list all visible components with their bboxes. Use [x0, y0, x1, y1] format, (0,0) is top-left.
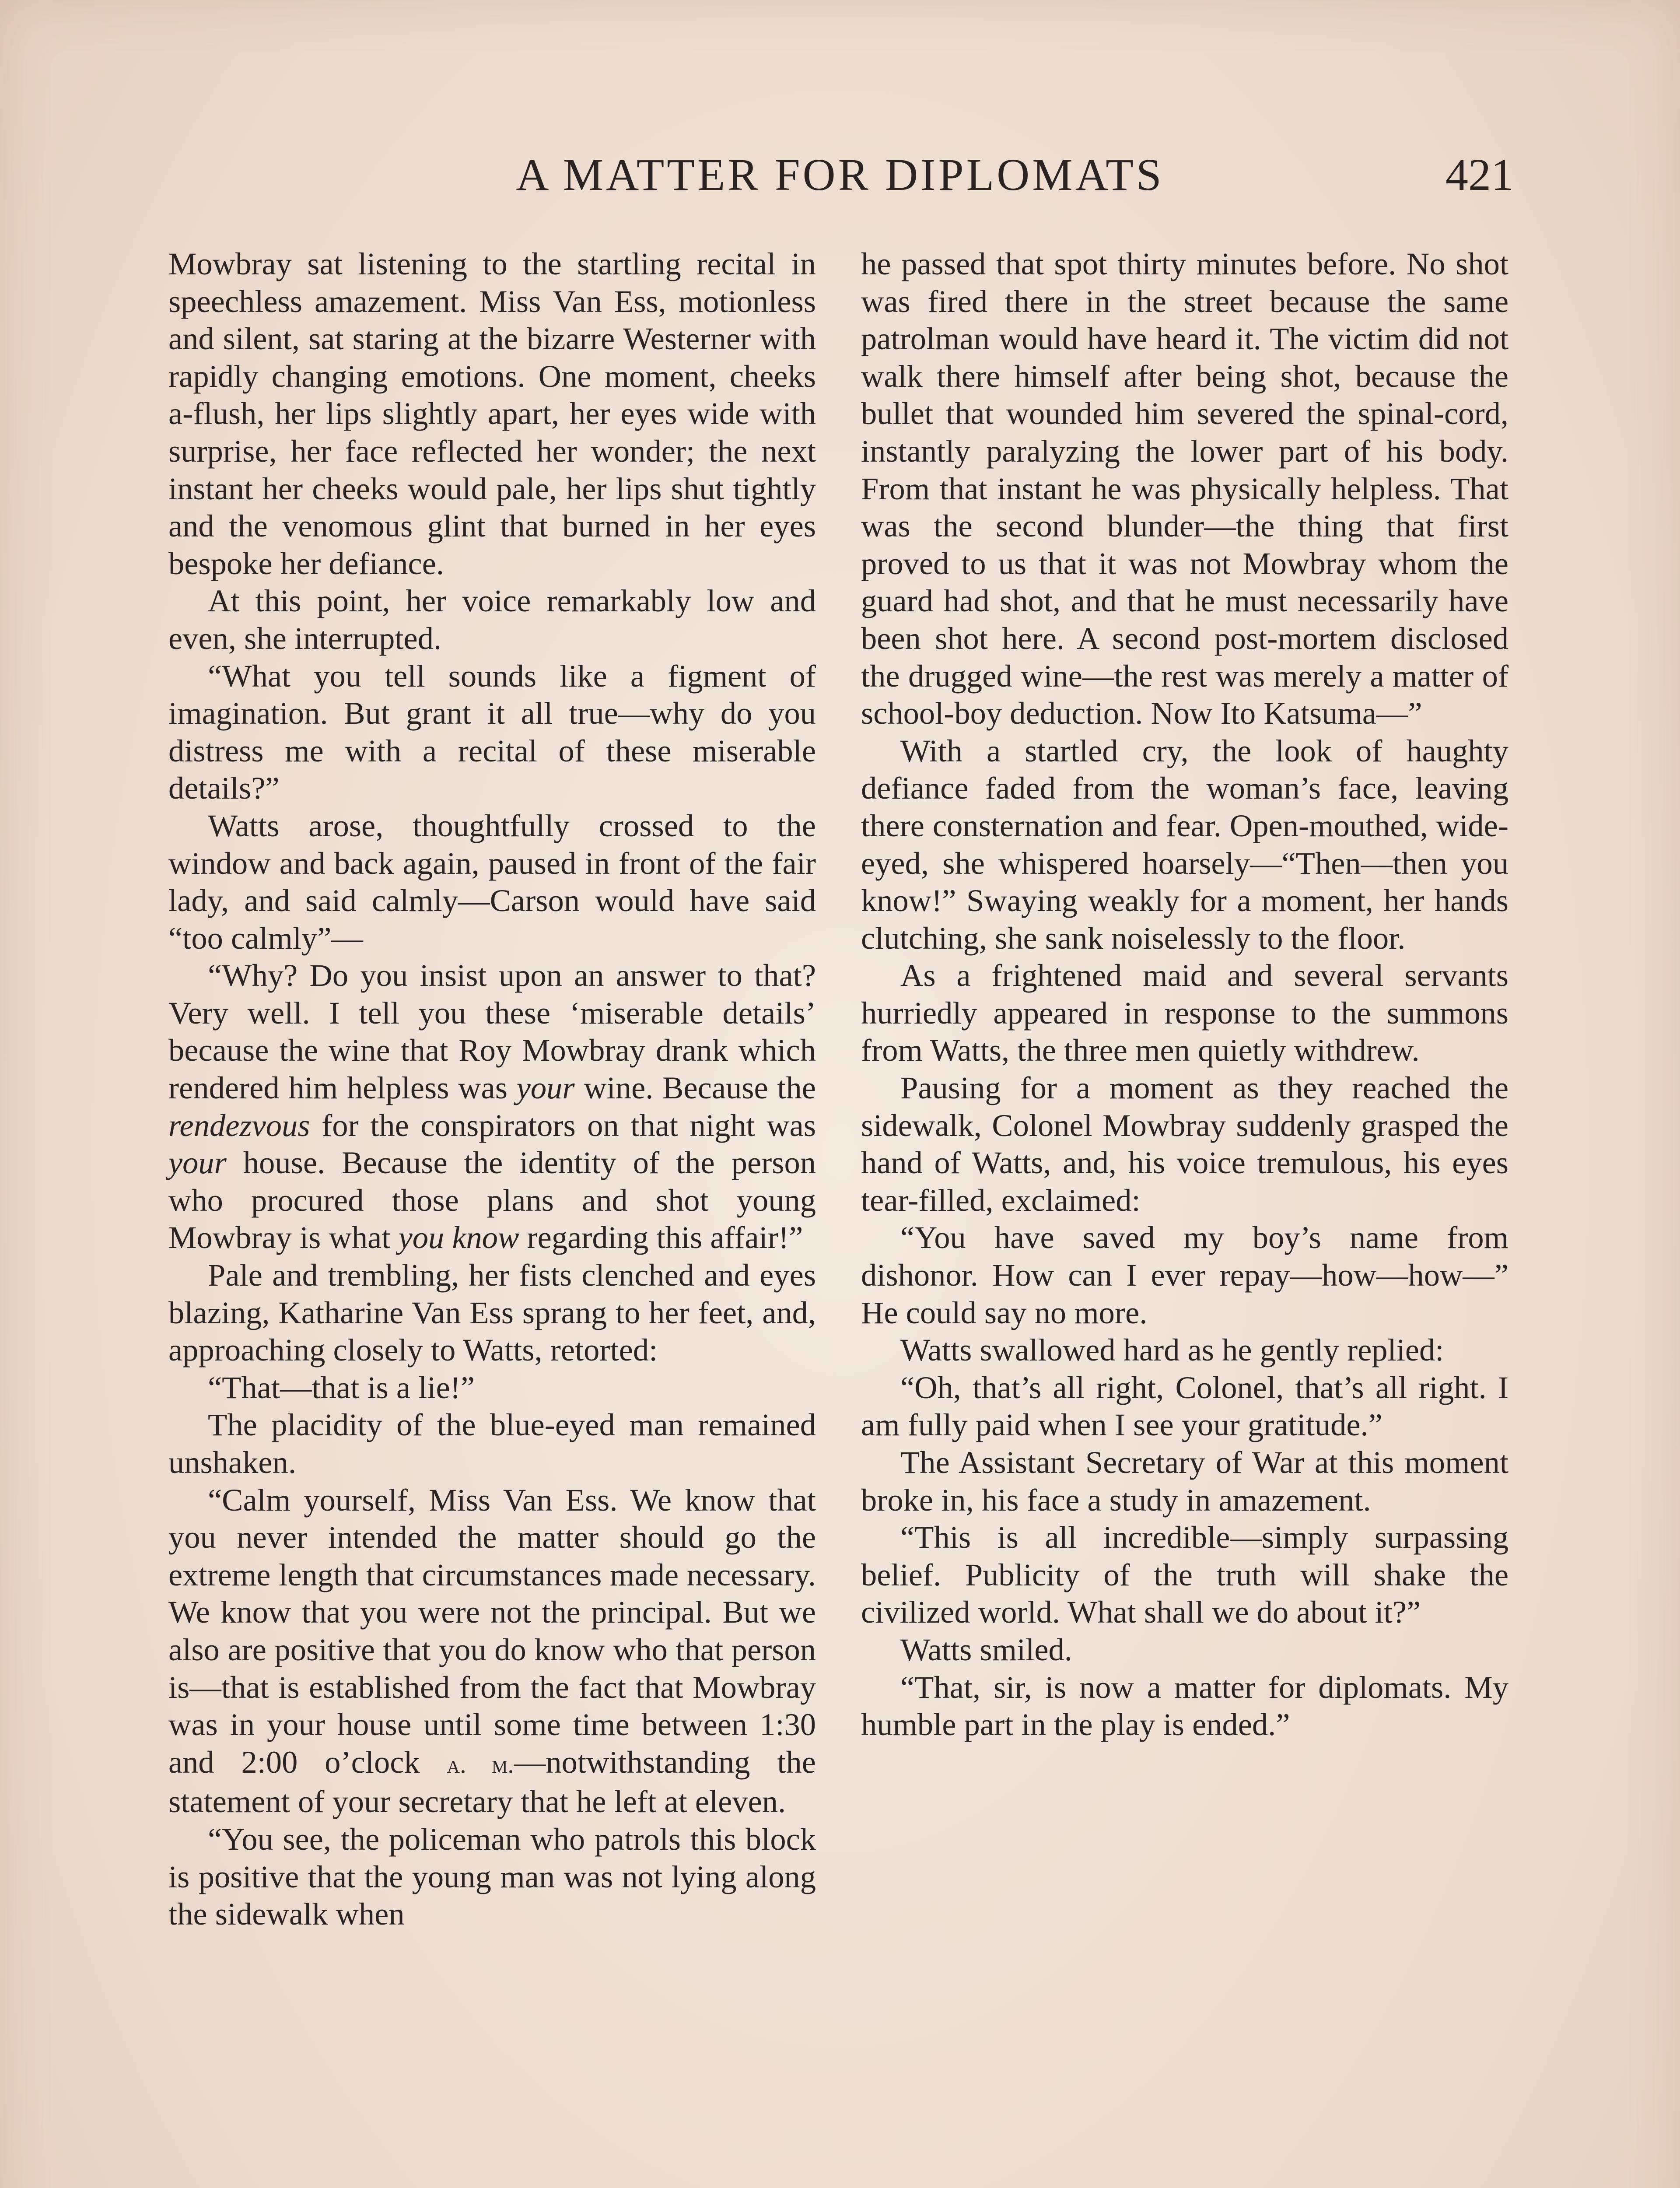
right-column [861, 245, 1508, 1743]
page-number: 421 [1446, 150, 1514, 200]
paragraph: “You have saved my boy’s name from dishonor. How can I ever repay—how—how—” He could say no more. [861, 1220, 1508, 1330]
text-run: “Why? Do you insist upon an answer to that? Very well. I tell you these ‘miserable details’ because the wine that Roy Mowbray drank which rendered him helpless was [168, 957, 816, 1106]
text-run: house. Because the identity of the person who procured those plans and shot young Mowbray is what [168, 1145, 816, 1255]
paragraph: “You see, the policeman who patrols this block is positive that the young man was not lying along the sidewalk when [168, 1821, 816, 1932]
paragraph: At this point, her voice remarkably low and even, she interrupted. [168, 583, 816, 656]
text-run: wine. Because the [574, 1070, 816, 1106]
text-run: —notwithstanding the statement of your secretary that he left at eleven. [168, 1744, 816, 1820]
italic-text: rendezvous [168, 1107, 310, 1143]
text-run: “Calm yourself, Miss Van Ess. We know that you never intended the matter should go the extreme length that circumstances made necessary. We know that you were not the principal. But we also are positive that you do know who that person is—that is established from the fact that Mowbray was in your house until some time between 1:30 and 2:00 o’clock [168, 1482, 816, 1780]
italic-text: you know [398, 1220, 519, 1255]
paragraph: he passed that spot thirty minutes before. No shot was fired there in the street because the same patrolman would have heard it. The victim did not walk there himself after being shot, because the bullet that wounded him severed the spinal-cord, instantly paralyzing the lower part of his body. From that instant he was physically helpless. That was the second blunder—the thing that first proved to us that it was not Mowbray whom the guard had shot, and that he must necessarily have been shot here. A second post-mortem disclosed the drugged wine—the rest was merely a matter of school-boy deduction. Now Ito Katsuma—” [861, 246, 1508, 731]
paragraph: Mowbray sat listening to the startling recital in speechless amazement. Miss Van Ess, motionless and silent, sat staring at the bizarre Westerner with rapidly changing emotions. One moment, cheeks a-flush, her lips slightly apart, her eyes wide with surprise, her face reflected her wonder; the next instant her cheeks would pale, her lips shut tightly and the venomous glint that burned in her eyes bespoke her defiance. [168, 246, 816, 581]
paragraph: “This is all incredible—simply surpassing belief. Publicity of the truth will shake the civilized world. What shall we do about it?” [861, 1519, 1508, 1630]
paragraph: As a frightened maid and several servants hurriedly appeared in response to the summons from Watts, the three men quietly withdrew. [861, 957, 1508, 1068]
paragraph: The placidity of the blue-eyed man remained unshaken. [168, 1407, 816, 1480]
paragraph: Watts swallowed hard as he gently replied: [900, 1332, 1444, 1368]
text-run: for the conspirators on that night was [310, 1107, 816, 1143]
paragraph: Watts arose, thoughtfully crossed to the window and back again, paused in front of the fair lady, and said calmly—Carson would have said “too calmly”— [168, 807, 816, 956]
page-title: A MATTER FOR DIPLOMATS [516, 150, 1164, 200]
paragraph: The Assistant Secretary of War at this moment broke in, his face a study in amazement. [861, 1445, 1508, 1518]
paragraph: “That, sir, is now a matter for diplomats. My humble part in the play is ended.” [861, 1669, 1508, 1743]
paragraph: “Oh, that’s all right, Colonel, that’s all right. I am fully paid when I see your gratitude.” [861, 1369, 1508, 1443]
italic-text: your [516, 1070, 575, 1106]
paragraph [168, 957, 816, 1256]
running-head [166, 144, 1514, 206]
italic-text: your [168, 1145, 227, 1181]
paragraph: “That—that is a lie!” [208, 1369, 475, 1405]
paragraph [168, 1481, 816, 1820]
left-column [168, 245, 816, 1933]
paragraph: Pausing for a moment as they reached the sidewalk, Colonel Mowbray suddenly grasped the hand of Watts, and, his voice tremulous, his eyes tear-filled, exclaimed: [861, 1070, 1508, 1218]
paragraph: “What you tell sounds like a figment of imagination. But grant it all true—why do you distress me with a recital of these miserable details?” [168, 658, 816, 806]
text-run: regarding this affair!” [519, 1220, 803, 1255]
paragraph: With a startled cry, the look of haughty defiance faded from the woman’s face, leaving there consternation and fear. Open-mouthed, wide-eyed, she whispered hoarsely—“Then—then you know!” Swaying weakly for a moment, her hands clutching, she sank noiselessly to the floor. [861, 733, 1508, 956]
paragraph: Watts smiled. [900, 1631, 1072, 1667]
small-caps-text: a. m. [447, 1750, 514, 1778]
paragraph: Pale and trembling, her fists clenched and eyes blazing, Katharine Van Ess sprang to her feet, and, approaching closely to Watts, retorted: [168, 1257, 816, 1368]
